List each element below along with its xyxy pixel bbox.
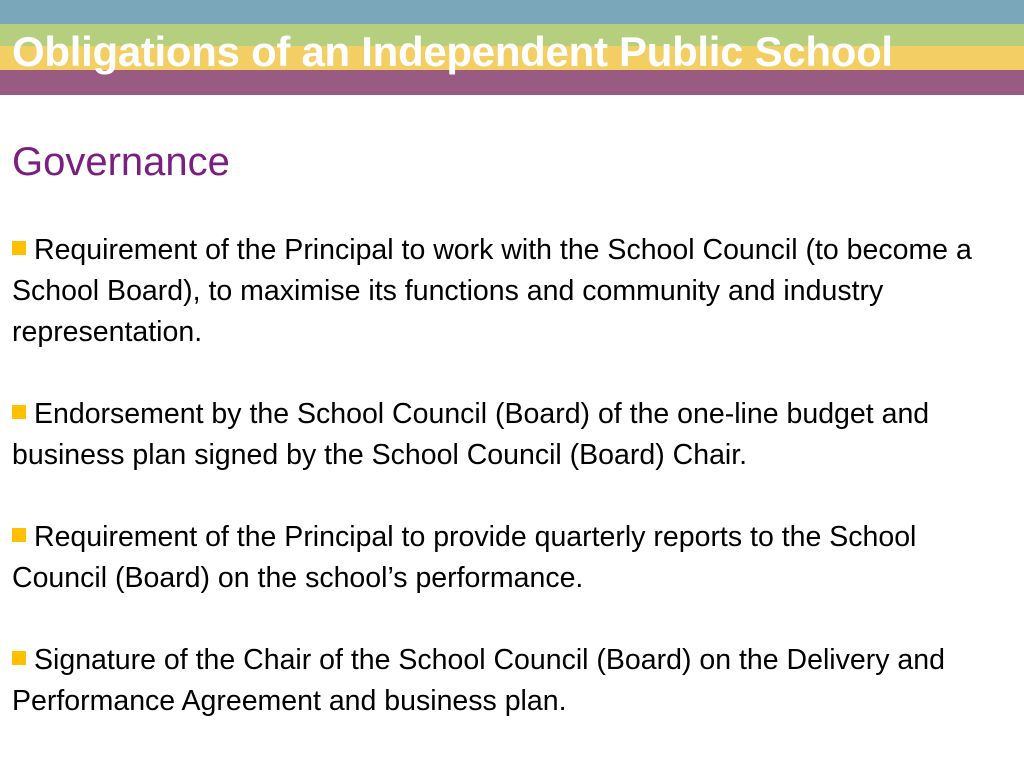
bullet-text: Requirement of the Principal to work with the School Council (to become a School Board), to maximise its functions and community and industry representation. xyxy=(12,234,972,348)
bullet-item xyxy=(12,517,1012,599)
bullet-item xyxy=(12,640,1012,722)
bullet-item xyxy=(12,230,1012,353)
section-heading: Governance xyxy=(12,140,230,184)
bullet-item xyxy=(12,394,1012,476)
bullet-text: Signature of the Chair of the School Council (Board) on the Delivery and Performance Agreement and business plan. xyxy=(12,644,945,717)
bullet-list xyxy=(12,230,1012,763)
square-bullet-icon xyxy=(12,405,26,419)
square-bullet-icon xyxy=(12,241,26,255)
slide-title: Obligations of an Independent Public School xyxy=(12,28,893,75)
square-bullet-icon xyxy=(12,528,26,542)
square-bullet-icon xyxy=(12,651,26,665)
header-stripe-blue xyxy=(0,0,1024,24)
bullet-text: Requirement of the Principal to provide quarterly reports to the School Council (Board) on the school’s performance. xyxy=(12,521,917,594)
bullet-text: Endorsement by the School Council (Board) of the one-line budget and business plan signed by the School Council (Board) Chair. xyxy=(12,398,930,471)
